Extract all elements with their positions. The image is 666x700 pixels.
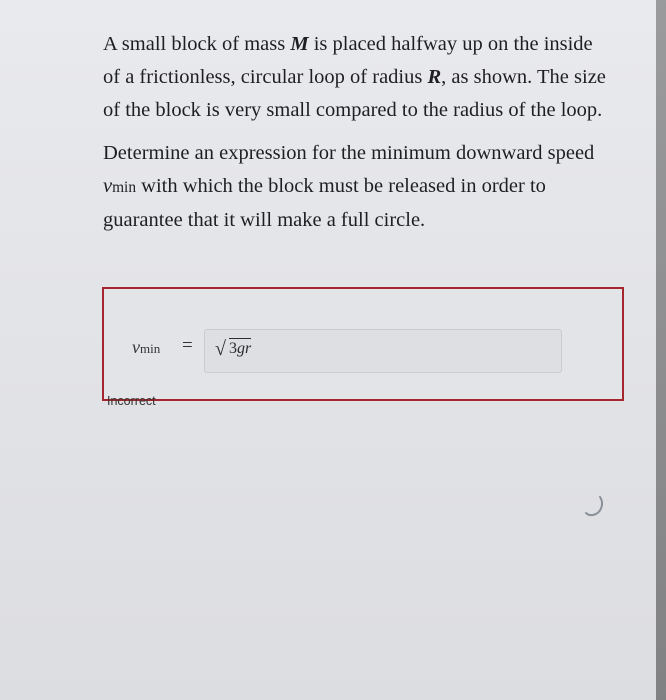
speed-subscript: min <box>112 179 137 196</box>
text-run: is placed halfway up on the inside <box>308 33 593 55</box>
screen-edge-shadow <box>656 0 666 700</box>
radicand-number: 3 <box>229 340 237 357</box>
question-line: Determine an expression for the minimum downward speed <box>103 142 595 164</box>
question-paragraph-2 <box>103 137 643 237</box>
question-paragraph-1 <box>103 28 643 127</box>
question-line: guarantee that it will make a full circle. <box>103 209 426 231</box>
answer-variable-label <box>132 337 160 358</box>
answer-box-incorrect <box>102 287 624 401</box>
radius-variable: R <box>427 66 442 88</box>
question-line <box>103 61 643 94</box>
text-run: , as shown. The size <box>441 66 606 88</box>
question-line: of the block is very small compared to the radius of the loop. <box>103 99 603 121</box>
text-run: with which the block must be released in order to <box>136 175 546 197</box>
answer-variable-subscript: min <box>140 341 161 356</box>
question-line <box>103 28 643 61</box>
equals-sign: = <box>182 335 193 356</box>
status-incorrect-label: Incorrect <box>107 394 156 408</box>
sqrt-icon: √ <box>215 338 226 360</box>
radicand-variables: gr <box>237 340 252 357</box>
stray-mark-icon <box>584 494 606 518</box>
question-line <box>103 170 643 204</box>
question-text <box>103 28 643 247</box>
radicand <box>229 338 251 358</box>
text-run: of a frictionless, circular loop of radius <box>103 66 428 88</box>
mass-variable: M <box>290 33 309 55</box>
answer-input[interactable] <box>204 329 562 373</box>
text-run: A small block of mass <box>103 33 291 55</box>
answer-variable: v <box>132 337 140 357</box>
speed-variable: v <box>103 175 113 197</box>
